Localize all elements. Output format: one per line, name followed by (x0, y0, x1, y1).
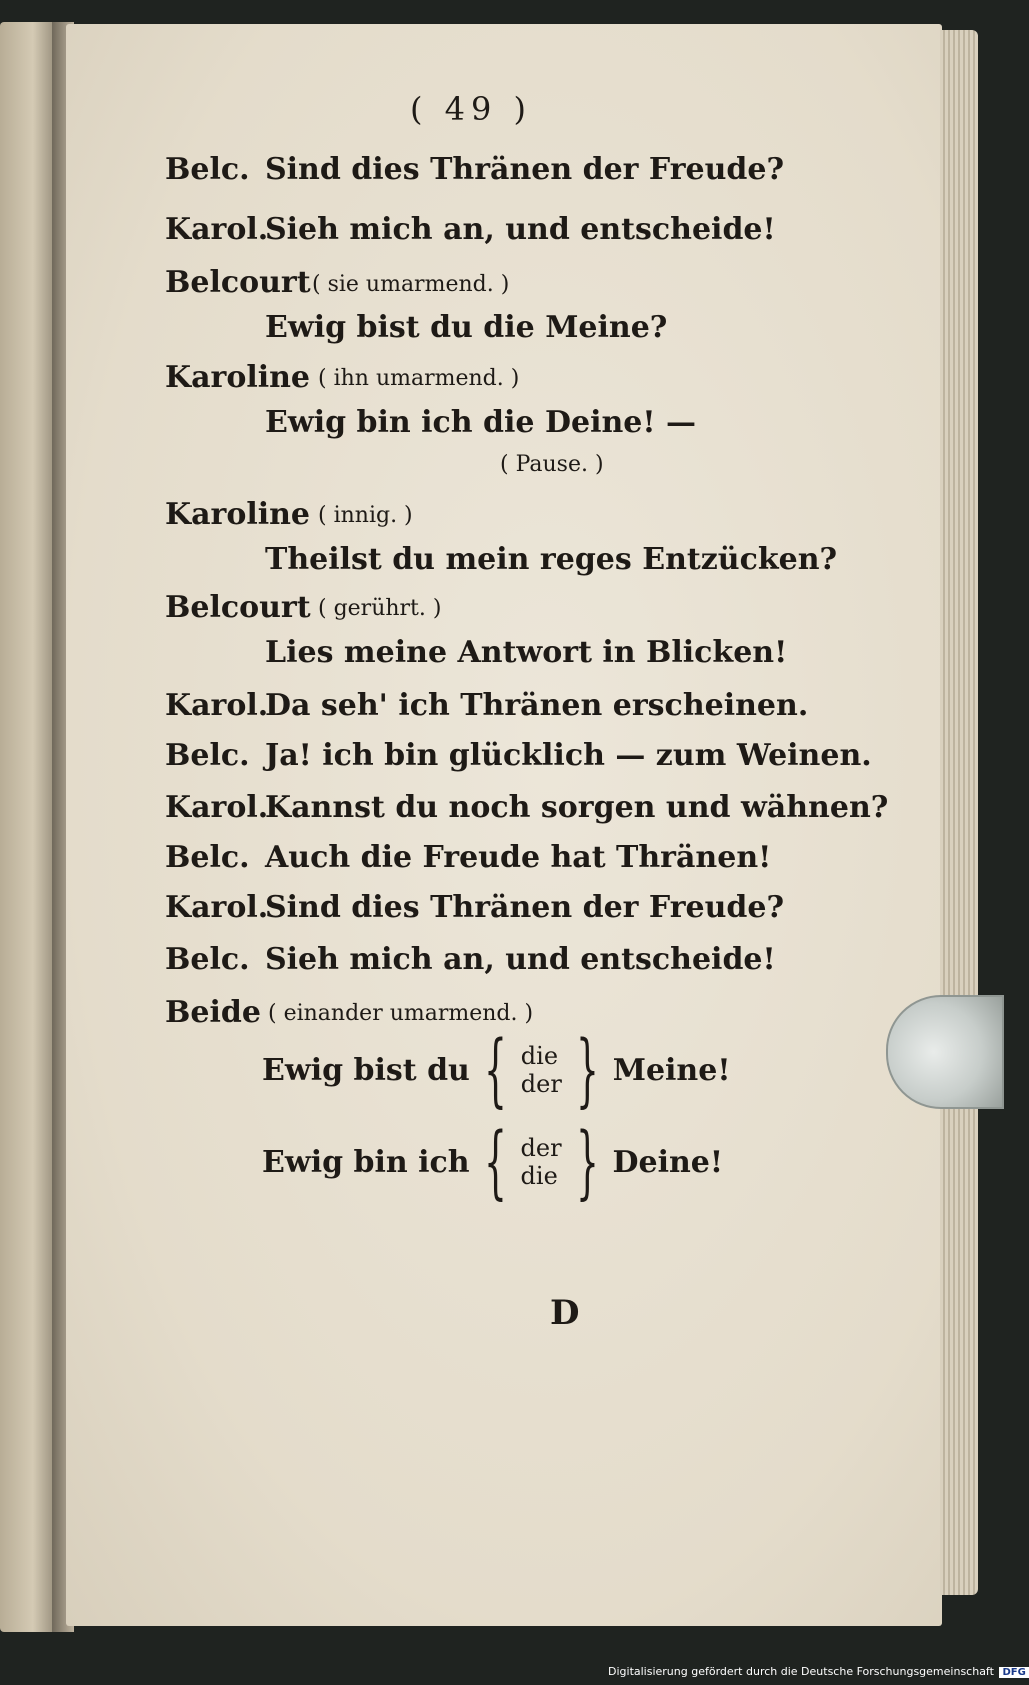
brace-options (521, 1134, 562, 1190)
right-brace: } (575, 1023, 599, 1116)
dialogue-line: Ewig bist du die Meine? (265, 310, 668, 345)
speaker: Karol. (165, 790, 269, 825)
dialogue-line: Auch die Freude hat Thränen! (265, 840, 772, 875)
dialogue-line: Sieh mich an, und entscheide! (265, 942, 776, 977)
signature-mark: D (550, 1293, 580, 1333)
footer-text: Digitalisierung gefördert durch die Deutsche Forschungsgemeinschaft (608, 1665, 994, 1678)
speaker: Belcourt (165, 590, 311, 625)
speaker: Karol. (165, 890, 269, 925)
dfg-logo: DFG (999, 1667, 1028, 1678)
stage-direction: ( Pause. ) (500, 452, 604, 477)
stage-direction: ( ihn umarmend. ) (318, 366, 520, 391)
speaker: Karol. (165, 212, 269, 247)
speaker: Belc. (165, 840, 250, 875)
dialogue-line: Kannst du noch sorgen und wähnen? (265, 790, 889, 825)
left-brace: { (483, 1023, 507, 1116)
speaker: Karoline (165, 497, 311, 532)
speaker: Belc. (165, 738, 250, 773)
speaker: Belcourt (165, 265, 311, 300)
stage-direction: ( einander umarmend. ) (268, 1001, 534, 1026)
dialogue-line: Sind dies Thränen der Freude? (265, 890, 785, 925)
brace-line-prefix: Ewig bin ich (262, 1144, 470, 1180)
brace-line-suffix: Meine! (612, 1052, 731, 1088)
dialogue-line: Ja! ich bin glücklich — zum Weinen. (265, 738, 872, 773)
stage-direction: ( sie umarmend. ) (312, 272, 510, 297)
brace-options (521, 1042, 562, 1098)
facing-page-edge (0, 22, 60, 1632)
speaker: Karoline (165, 360, 311, 395)
speaker: Belc. (165, 152, 250, 187)
speaker: Karol. (165, 688, 269, 723)
page-clip (886, 995, 1004, 1109)
speaker: Belc. (165, 942, 250, 977)
brace-line-prefix: Ewig bist du (262, 1052, 470, 1088)
page-block-edge (940, 30, 978, 1595)
left-brace: { (483, 1115, 507, 1208)
brace-line (262, 1115, 724, 1208)
stage-direction: ( gerührt. ) (318, 596, 442, 621)
dialogue-line: Sind dies Thränen der Freude? (265, 152, 785, 187)
right-brace: } (575, 1115, 599, 1208)
dialogue-line: Sieh mich an, und entscheide! (265, 212, 776, 247)
brace-option: der (520, 1134, 562, 1162)
stage-direction: ( innig. ) (318, 503, 413, 528)
brace-line-suffix: Deine! (612, 1144, 724, 1180)
dialogue-line: Da seh' ich Thränen erscheinen. (265, 688, 809, 723)
speaker: Beide (165, 995, 261, 1030)
page-number: ( 49 ) (410, 90, 533, 128)
brace-option: die (520, 1162, 558, 1190)
footer-credit (608, 1665, 1029, 1678)
brace-option: die (520, 1042, 559, 1070)
brace-line (262, 1023, 731, 1116)
dialogue-line: Theilst du mein reges Entzücken? (265, 542, 838, 577)
dialogue-line: Lies meine Antwort in Blicken! (265, 635, 788, 670)
dialogue-line: Ewig bin ich die Deine! — (265, 405, 696, 440)
brace-option: der (520, 1070, 562, 1098)
